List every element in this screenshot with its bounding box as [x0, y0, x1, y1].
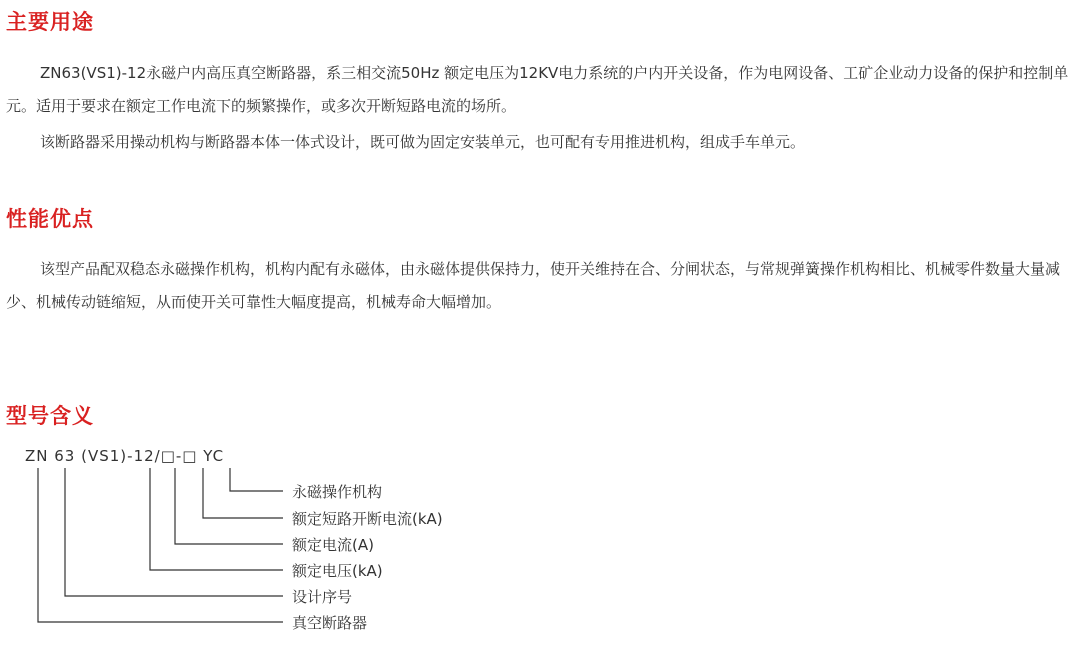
connector-short-circuit-current — [203, 468, 283, 518]
label-vacuum-circuit-breaker: 真空断路器 — [292, 614, 368, 632]
model-code: ZN 63 (VS1)-12/□-□ YC — [25, 447, 225, 465]
label-rated-current: 额定电流(A) — [292, 536, 374, 554]
advantages-paragraph: 该型产品配双稳态永磁操作机构，机构内配有永磁体，由永磁体提供保持力，使开关维持在合、分闸状态，与常规弹簧操作机构相比、机械零件数量大量减少、机械传动链缩短，从而使开关可靠性大幅度提高，机械寿命大幅增加。 — [6, 260, 1061, 311]
connector-rated-current — [175, 468, 283, 544]
model-code-diagram — [0, 438, 500, 638]
section-title-advantages: 性能优点 — [6, 207, 94, 231]
usage-paragraph-2: 该断路器采用操动机构与断路器本体一体式设计，既可做为固定安装单元，也可配有专用推进机构，组成手车单元。 — [40, 133, 806, 151]
connector-design-number — [65, 468, 283, 596]
section-title-usage: 主要用途 — [6, 10, 94, 34]
label-permanent-magnet-mechanism: 永磁操作机构 — [292, 483, 383, 501]
usage-paragraph-1: ZN63(VS1)-12永磁户内高压真空断路器，系三相交流50Hz 额定电压为12KV电力系统的户内开关设备，作为电网设备、工矿企业动力设备的保护和控制单元。适用于要求在额定工作电流下的频繁操作，或多次开断短路电流的场所。 — [6, 64, 1069, 115]
connector-yc — [230, 468, 283, 491]
label-design-number: 设计序号 — [292, 588, 353, 606]
section-title-model-meaning: 型号含义 — [6, 404, 94, 428]
label-rated-voltage: 额定电压(kA) — [292, 562, 383, 580]
connector-rated-voltage — [150, 468, 283, 570]
label-rated-short-circuit-breaking-current: 额定短路开断电流(kA) — [292, 510, 443, 528]
